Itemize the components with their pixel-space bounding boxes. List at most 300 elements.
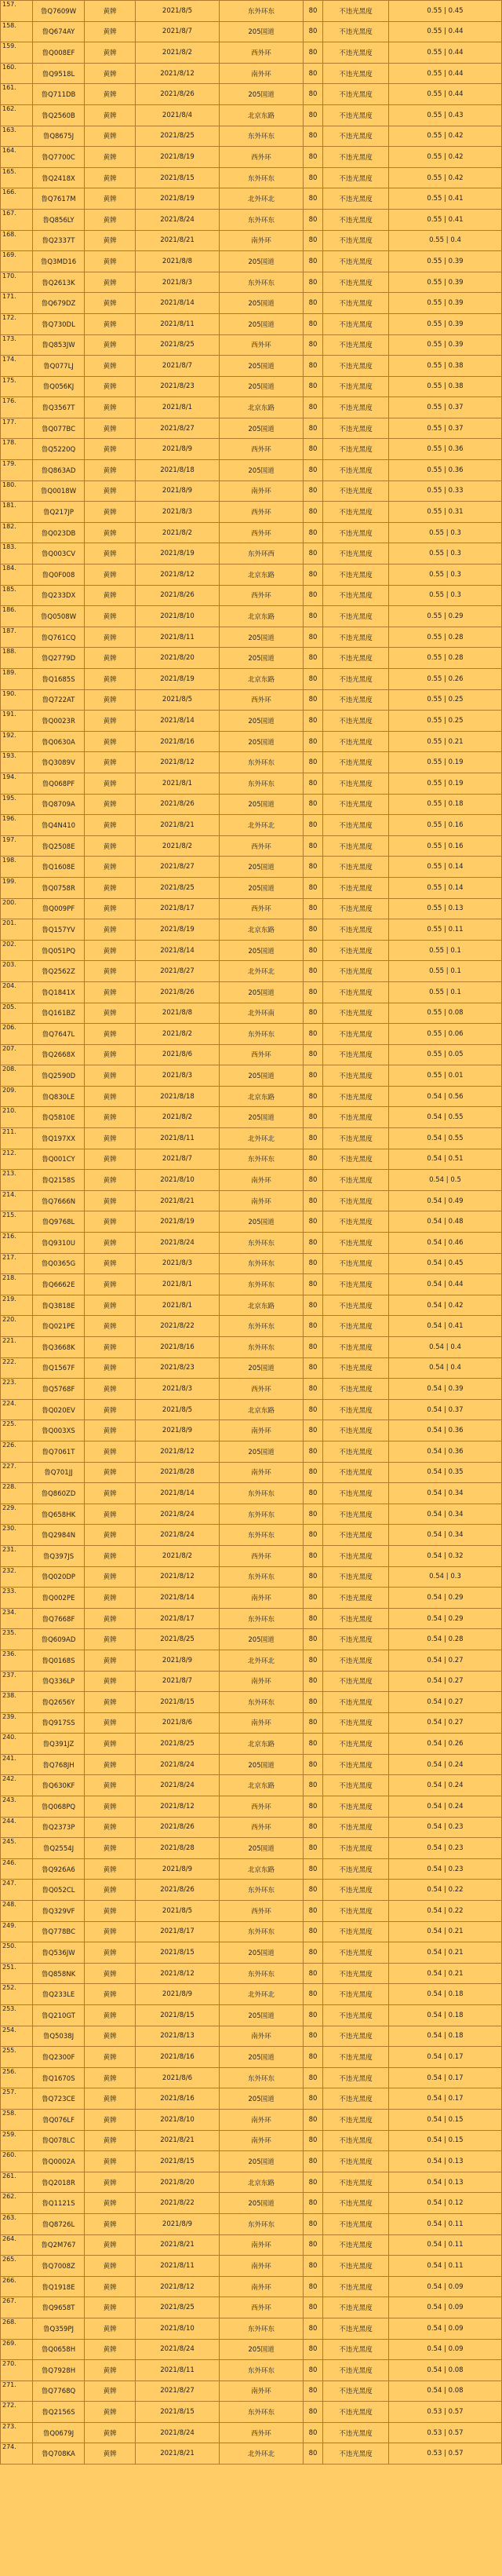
row-number-cell: 186. (1, 606, 33, 627)
location-cell: 西外环 (220, 2297, 304, 2318)
tint-reading-b: 0.22 (448, 1886, 464, 1895)
tint-readings-cell (389, 2172, 502, 2193)
row-number-cell: 215. (1, 1211, 33, 1233)
plate-number-cell: 鲁Q3567T (33, 397, 85, 418)
plate-type-cell: 黄牌 (85, 2381, 136, 2402)
tint-readings-cell (389, 606, 502, 627)
speed-limit-cell: 80 (304, 63, 323, 84)
tint-status-cell: 不违光黑度 (323, 1566, 389, 1588)
tint-status-cell: 不违光黑度 (323, 251, 389, 272)
plate-number-cell: 鲁Q329VF (33, 1901, 85, 1922)
record-date-cell: 2021/8/3 (136, 1065, 220, 1087)
plate-type-cell: 黄牌 (85, 272, 136, 293)
plate-type-cell: 黄牌 (85, 502, 136, 523)
plate-type-cell: 黄牌 (85, 1003, 136, 1024)
table-row (1, 1316, 502, 1337)
tint-reading-b: 0.34 (448, 1489, 464, 1497)
tint-reading-b: 0.44 (448, 1281, 464, 1289)
reading-separator: | (442, 1781, 449, 1790)
reading-separator: | (442, 1447, 449, 1456)
plate-type-cell: 黄牌 (85, 418, 136, 439)
reading-separator: | (442, 1719, 449, 1727)
reading-separator: | (444, 550, 451, 558)
plate-type-cell: 黄牌 (85, 689, 136, 711)
row-number-cell: 229. (1, 1504, 33, 1525)
tint-reading-a: 0.54 (427, 1468, 442, 1477)
reading-separator: | (442, 2408, 449, 2417)
reading-separator: | (442, 863, 449, 871)
location-cell: 西外环 (220, 147, 304, 168)
tint-reading-a: 0.54 (427, 1990, 442, 1999)
speed-limit-cell: 80 (304, 1629, 323, 1650)
plate-type-cell: 黄牌 (85, 2256, 136, 2277)
tint-reading-b: 0.24 (448, 1802, 464, 1811)
plate-type-cell: 黄牌 (85, 731, 136, 752)
row-number-cell: 206. (1, 1024, 33, 1045)
speed-limit-cell: 80 (304, 1357, 323, 1379)
record-date-cell: 2021/8/26 (136, 84, 220, 105)
record-date-cell: 2021/8/16 (136, 1337, 220, 1358)
plate-type-cell: 黄牌 (85, 1838, 136, 1859)
reading-separator: | (444, 1343, 451, 1351)
location-cell: 北京东路 (220, 1775, 304, 1796)
plate-type-cell: 黄牌 (85, 1044, 136, 1065)
reading-separator: | (442, 737, 449, 746)
speed-limit-cell: 80 (304, 502, 323, 523)
tint-reading-b: 0.38 (448, 361, 464, 370)
reading-separator: | (442, 1259, 449, 1268)
tint-status-cell: 不违光黑度 (323, 1295, 389, 1316)
tint-readings-cell (389, 1545, 502, 1566)
tint-readings-cell (389, 63, 502, 84)
table-row (1, 877, 502, 898)
tint-status-cell: 不违光黑度 (323, 42, 389, 64)
plate-number-cell: 鲁Q336LP (33, 1671, 85, 1692)
tint-status-cell: 不违光黑度 (323, 418, 389, 439)
tint-reading-a: 0.55 (427, 174, 442, 182)
plate-type-cell: 黄牌 (85, 1754, 136, 1775)
speed-limit-cell: 80 (304, 669, 323, 690)
tint-reading-b: 0.13 (448, 2178, 464, 2187)
row-number-cell: 255. (1, 2047, 33, 2068)
tint-reading-a: 0.54 (427, 2011, 442, 2019)
table-row (1, 981, 502, 1003)
location-cell: 205国道 (220, 251, 304, 272)
speed-limit-cell: 80 (304, 209, 323, 230)
speed-limit-cell: 80 (304, 313, 323, 334)
table-row (1, 188, 502, 210)
row-number-cell: 242. (1, 1775, 33, 1796)
row-number-cell: 157. (1, 1, 33, 22)
tint-readings-cell (389, 1629, 502, 1650)
plate-type-cell: 黄牌 (85, 522, 136, 543)
record-date-cell: 2021/8/24 (136, 2339, 220, 2360)
table-row (1, 2276, 502, 2297)
reading-separator: | (442, 1301, 449, 1310)
tint-readings-cell (389, 1525, 502, 1546)
tint-reading-a: 0.54 (427, 2115, 442, 2124)
record-date-cell: 2021/8/12 (136, 1441, 220, 1462)
table-row (1, 42, 502, 64)
reading-separator: | (442, 2074, 449, 2082)
row-number-cell: 259. (1, 2130, 33, 2151)
tint-reading-a: 0.54 (427, 1301, 442, 1310)
reading-separator: | (442, 1823, 449, 1832)
row-number-cell: 241. (1, 1754, 33, 1775)
tint-reading-a: 0.55 (427, 382, 442, 391)
plate-number-cell: 鲁Q2590D (33, 1065, 85, 1087)
tint-status-cell: 不违光黑度 (323, 1796, 389, 1818)
tint-reading-a: 0.54 (427, 1531, 442, 1540)
tint-reading-b: 0.24 (448, 1760, 464, 1769)
record-date-cell: 2021/8/28 (136, 1838, 220, 1859)
tint-status-cell: 不违光黑度 (323, 1379, 389, 1400)
record-date-cell: 2021/8/21 (136, 2130, 220, 2151)
tint-readings-cell (389, 1692, 502, 1713)
tint-readings-cell (389, 585, 502, 606)
tint-readings-cell (389, 313, 502, 334)
table-row (1, 1942, 502, 1964)
plate-number-cell: 鲁Q708KA (33, 2443, 85, 2465)
tint-status-cell: 不违光黑度 (323, 1399, 389, 1420)
record-date-cell: 2021/8/25 (136, 2297, 220, 2318)
row-number-cell: 193. (1, 752, 33, 773)
plate-type-cell: 黄牌 (85, 1316, 136, 1337)
tint-reading-a: 0.55 (427, 779, 442, 787)
record-date-cell: 2021/8/5 (136, 1, 220, 22)
location-cell: 205国道 (220, 418, 304, 439)
plate-number-cell: 鲁Q2300F (33, 2047, 85, 2068)
plate-type-cell: 黄牌 (85, 356, 136, 377)
tint-status-cell: 不违光黑度 (323, 272, 389, 293)
row-number-cell: 263. (1, 2213, 33, 2234)
tint-reading-b: 0.57 (448, 2450, 464, 2458)
record-date-cell: 2021/8/22 (136, 1316, 220, 1337)
location-cell: 205国道 (220, 857, 304, 878)
plate-type-cell: 黄牌 (85, 1629, 136, 1650)
tint-status-cell: 不违光黑度 (323, 1211, 389, 1233)
reading-separator: | (444, 967, 451, 976)
location-cell: 东外环西 (220, 543, 304, 565)
tint-status-cell: 不违光黑度 (323, 2276, 389, 2297)
plate-number-cell: 鲁Q778BC (33, 1921, 85, 1942)
tint-readings-cell (389, 147, 502, 168)
tint-status-cell: 不违光黑度 (323, 2297, 389, 2318)
reading-separator: | (442, 1551, 449, 1560)
tint-reading-b: 0.39 (448, 257, 464, 265)
table-body (1, 1, 502, 2465)
table-row (1, 1921, 502, 1942)
plate-type-cell: 黄牌 (85, 794, 136, 815)
tint-status-cell: 不违光黑度 (323, 1462, 389, 1483)
tint-status-cell: 不违光黑度 (323, 397, 389, 418)
table-row (1, 1734, 502, 1755)
location-cell: 北外环北 (220, 1984, 304, 2005)
row-number-cell: 228. (1, 1483, 33, 1504)
reading-separator: | (442, 2387, 449, 2395)
tint-readings-cell (389, 376, 502, 397)
location-cell: 205国道 (220, 293, 304, 314)
tint-reading-a: 0.55 (427, 612, 442, 621)
record-date-cell: 2021/8/2 (136, 835, 220, 857)
reading-separator: | (442, 2261, 449, 2270)
speed-limit-cell: 80 (304, 1566, 323, 1588)
plate-type-cell: 黄牌 (85, 752, 136, 773)
tint-readings-cell (389, 1086, 502, 1107)
plate-type-cell: 黄牌 (85, 188, 136, 210)
record-date-cell: 2021/8/26 (136, 585, 220, 606)
speed-limit-cell: 80 (304, 752, 323, 773)
tint-reading-a: 0.54 (427, 1238, 442, 1247)
reading-separator: | (442, 299, 449, 308)
tint-reading-b: 0.27 (448, 1656, 464, 1664)
tint-readings-cell (389, 2422, 502, 2443)
record-date-cell: 2021/8/27 (136, 961, 220, 982)
row-number-cell: 222. (1, 1357, 33, 1379)
tint-readings-cell (389, 565, 502, 586)
tint-reading-a: 0.55 (427, 132, 442, 141)
reading-separator: | (442, 1656, 449, 1664)
tint-reading-b: 0.39 (448, 1384, 464, 1393)
table-row (1, 648, 502, 669)
tint-reading-b: 0.11 (448, 2220, 464, 2228)
plate-number-cell: 鲁Q7668F (33, 1608, 85, 1629)
speed-limit-cell: 80 (304, 1671, 323, 1692)
tint-reading-b: 0.37 (448, 424, 464, 433)
tint-status-cell: 不违光黑度 (323, 1545, 389, 1566)
plate-type-cell: 黄牌 (85, 2360, 136, 2381)
plate-number-cell: 鲁Q2984N (33, 1525, 85, 1546)
tint-reading-a: 0.55 (427, 1050, 442, 1059)
tint-readings-cell (389, 1316, 502, 1337)
tint-reading-a: 0.54 (427, 1447, 442, 1456)
location-cell: 东外环东 (220, 1149, 304, 1170)
tint-reading-a: 0.55 (429, 550, 445, 558)
reading-separator: | (444, 528, 451, 537)
plate-type-cell: 黄牌 (85, 543, 136, 565)
plate-type-cell: 黄牌 (85, 293, 136, 314)
tint-reading-b: 0.14 (448, 863, 464, 871)
row-number-cell: 232. (1, 1566, 33, 1588)
location-cell: 北京东路 (220, 2172, 304, 2193)
plate-number-cell: 鲁Q3MD16 (33, 251, 85, 272)
plate-number-cell: 鲁Q1685S (33, 669, 85, 690)
tint-readings-cell (389, 648, 502, 669)
plate-number-cell: 鲁Q2554J (33, 1838, 85, 1859)
record-date-cell: 2021/8/22 (136, 2193, 220, 2214)
tint-readings-cell (389, 1901, 502, 1922)
record-date-cell: 2021/8/25 (136, 334, 220, 356)
tint-reading-b: 0.13 (448, 2157, 464, 2165)
table-row (1, 230, 502, 251)
table-row (1, 1838, 502, 1859)
tint-reading-b: 0.15 (448, 2136, 464, 2145)
table-row (1, 1545, 502, 1566)
tint-readings-cell (389, 1044, 502, 1065)
location-cell: 西外环 (220, 1901, 304, 1922)
tint-readings-cell (389, 961, 502, 982)
speed-limit-cell: 80 (304, 1420, 323, 1441)
tint-reading-b: 0.23 (448, 1844, 464, 1853)
table-row (1, 2193, 502, 2214)
plate-number-cell: 鲁Q7928H (33, 2360, 85, 2381)
tint-status-cell: 不违光黑度 (323, 1650, 389, 1671)
tint-reading-a: 0.54 (427, 1886, 442, 1895)
plate-type-cell: 黄牌 (85, 627, 136, 648)
row-number-cell: 203. (1, 961, 33, 982)
tint-status-cell: 不违光黑度 (323, 2172, 389, 2193)
tint-reading-a: 0.55 (427, 633, 442, 641)
tint-reading-b: 0.19 (448, 758, 464, 767)
speed-limit-cell: 80 (304, 1086, 323, 1107)
reading-separator: | (442, 1906, 449, 1915)
tint-reading-a: 0.54 (427, 1218, 442, 1226)
reading-separator: | (442, 1384, 449, 1393)
tint-status-cell: 不违光黑度 (323, 1441, 389, 1462)
location-cell: 东外环东 (220, 2067, 304, 2088)
speed-limit-cell: 80 (304, 272, 323, 293)
reading-separator: | (442, 1155, 449, 1164)
tint-reading-b: 0.09 (448, 2324, 464, 2333)
row-number-cell: 204. (1, 981, 33, 1003)
record-date-cell: 2021/8/17 (136, 898, 220, 919)
table-row (1, 1357, 502, 1379)
tint-status-cell: 不违光黑度 (323, 1608, 389, 1629)
speed-limit-cell: 80 (304, 2047, 323, 2068)
speed-limit-cell: 80 (304, 2360, 323, 2381)
speed-limit-cell: 80 (304, 2130, 323, 2151)
reading-separator: | (444, 946, 451, 955)
reading-separator: | (442, 1238, 449, 1247)
reading-separator: | (442, 2115, 449, 2124)
record-date-cell: 2021/8/5 (136, 1901, 220, 1922)
plate-number-cell: 鲁Q2779D (33, 648, 85, 669)
plate-number-cell: 鲁Q9768L (33, 1211, 85, 1233)
speed-limit-cell: 80 (304, 1984, 323, 2005)
tint-reading-b: 0.3 (450, 550, 461, 558)
row-number-cell: 233. (1, 1588, 33, 1609)
location-cell: 北外环北 (220, 1650, 304, 1671)
tint-status-cell: 不违光黑度 (323, 2151, 389, 2172)
plate-type-cell: 黄牌 (85, 1942, 136, 1964)
reading-separator: | (442, 195, 449, 203)
plate-type-cell: 黄牌 (85, 1483, 136, 1504)
tint-status-cell: 不违光黑度 (323, 1963, 389, 1984)
record-date-cell: 2021/8/19 (136, 669, 220, 690)
plate-type-cell: 黄牌 (85, 1817, 136, 1838)
reading-separator: | (444, 570, 451, 579)
table-row (1, 1379, 502, 1400)
plate-number-cell: 鲁Q860ZD (33, 1483, 85, 1504)
tint-reading-b: 0.11 (448, 925, 464, 934)
plate-number-cell: 鲁Q2158S (33, 1170, 85, 1191)
row-number-cell: 163. (1, 126, 33, 147)
speed-limit-cell: 80 (304, 1545, 323, 1566)
speed-limit-cell: 80 (304, 251, 323, 272)
table-row (1, 2256, 502, 2277)
record-date-cell: 2021/8/20 (136, 2172, 220, 2193)
plate-type-cell: 黄牌 (85, 1545, 136, 1566)
location-cell: 东外环东 (220, 2402, 304, 2423)
speed-limit-cell: 80 (304, 2318, 323, 2339)
row-number-cell: 274. (1, 2443, 33, 2465)
speed-limit-cell: 80 (304, 1044, 323, 1065)
reading-separator: | (442, 1865, 449, 1873)
reading-separator: | (442, 2345, 449, 2354)
tint-reading-b: 0.18 (448, 1990, 464, 1999)
plate-type-cell: 黄牌 (85, 648, 136, 669)
plate-type-cell: 黄牌 (85, 1858, 136, 1880)
table-row (1, 2234, 502, 2256)
record-date-cell: 2021/8/9 (136, 1858, 220, 1880)
tint-readings-cell (389, 1984, 502, 2005)
plate-type-cell: 黄牌 (85, 230, 136, 251)
plate-number-cell: 鲁Q674AY (33, 21, 85, 42)
row-number-cell: 185. (1, 585, 33, 606)
reading-separator: | (442, 1468, 449, 1477)
speed-limit-cell: 80 (304, 1128, 323, 1149)
record-date-cell: 2021/8/3 (136, 502, 220, 523)
table-row (1, 669, 502, 690)
tint-readings-cell (389, 84, 502, 105)
plate-number-cell: 鲁Q020DP (33, 1566, 85, 1588)
tint-readings-cell (389, 1963, 502, 1984)
plate-type-cell: 黄牌 (85, 126, 136, 147)
location-cell: 205国道 (220, 2088, 304, 2110)
plate-number-cell: 鲁Q679DZ (33, 293, 85, 314)
row-number-cell: 192. (1, 731, 33, 752)
plate-number-cell: 鲁Q009PF (33, 898, 85, 919)
tint-status-cell: 不违光黑度 (323, 1107, 389, 1128)
location-cell: 东外环东 (220, 1, 304, 22)
plate-type-cell: 黄牌 (85, 1504, 136, 1525)
row-number-cell: 196. (1, 815, 33, 836)
plate-number-cell: 鲁Q2613K (33, 272, 85, 293)
tint-reading-a: 0.55 (427, 257, 442, 265)
location-cell: 东外环东 (220, 1963, 304, 1984)
reading-separator: | (442, 2157, 449, 2165)
location-cell: 南外环 (220, 1170, 304, 1191)
table-row (1, 2151, 502, 2172)
tint-readings-cell (389, 1942, 502, 1964)
row-number-cell: 240. (1, 1734, 33, 1755)
table-row (1, 522, 502, 543)
tint-status-cell: 不违光黑度 (323, 2256, 389, 2277)
reading-separator: | (442, 1593, 449, 1602)
plate-type-cell: 黄牌 (85, 2234, 136, 2256)
tint-reading-a: 0.55 (427, 716, 442, 725)
tint-reading-a: 0.54 (427, 1760, 442, 1769)
location-cell: 南外环 (220, 1462, 304, 1483)
plate-type-cell: 黄牌 (85, 565, 136, 586)
table-row (1, 565, 502, 586)
plate-number-cell: 鲁Q3089V (33, 752, 85, 773)
plate-type-cell: 黄牌 (85, 2297, 136, 2318)
table-row (1, 835, 502, 857)
table-row (1, 1211, 502, 1233)
record-date-cell: 2021/8/21 (136, 815, 220, 836)
speed-limit-cell: 80 (304, 21, 323, 42)
plate-number-cell: 鲁Q2373P (33, 1817, 85, 1838)
tint-status-cell: 不违光黑度 (323, 1065, 389, 1087)
tint-reading-a: 0.55 (429, 528, 445, 537)
tint-reading-a: 0.54 (427, 1405, 442, 1414)
tint-reading-b: 0.5 (450, 1176, 461, 1185)
reading-separator: | (442, 1197, 449, 1205)
tint-readings-cell (389, 2339, 502, 2360)
plate-number-cell: 鲁Q210GT (33, 2005, 85, 2026)
tint-status-cell: 不违光黑度 (323, 2026, 389, 2047)
